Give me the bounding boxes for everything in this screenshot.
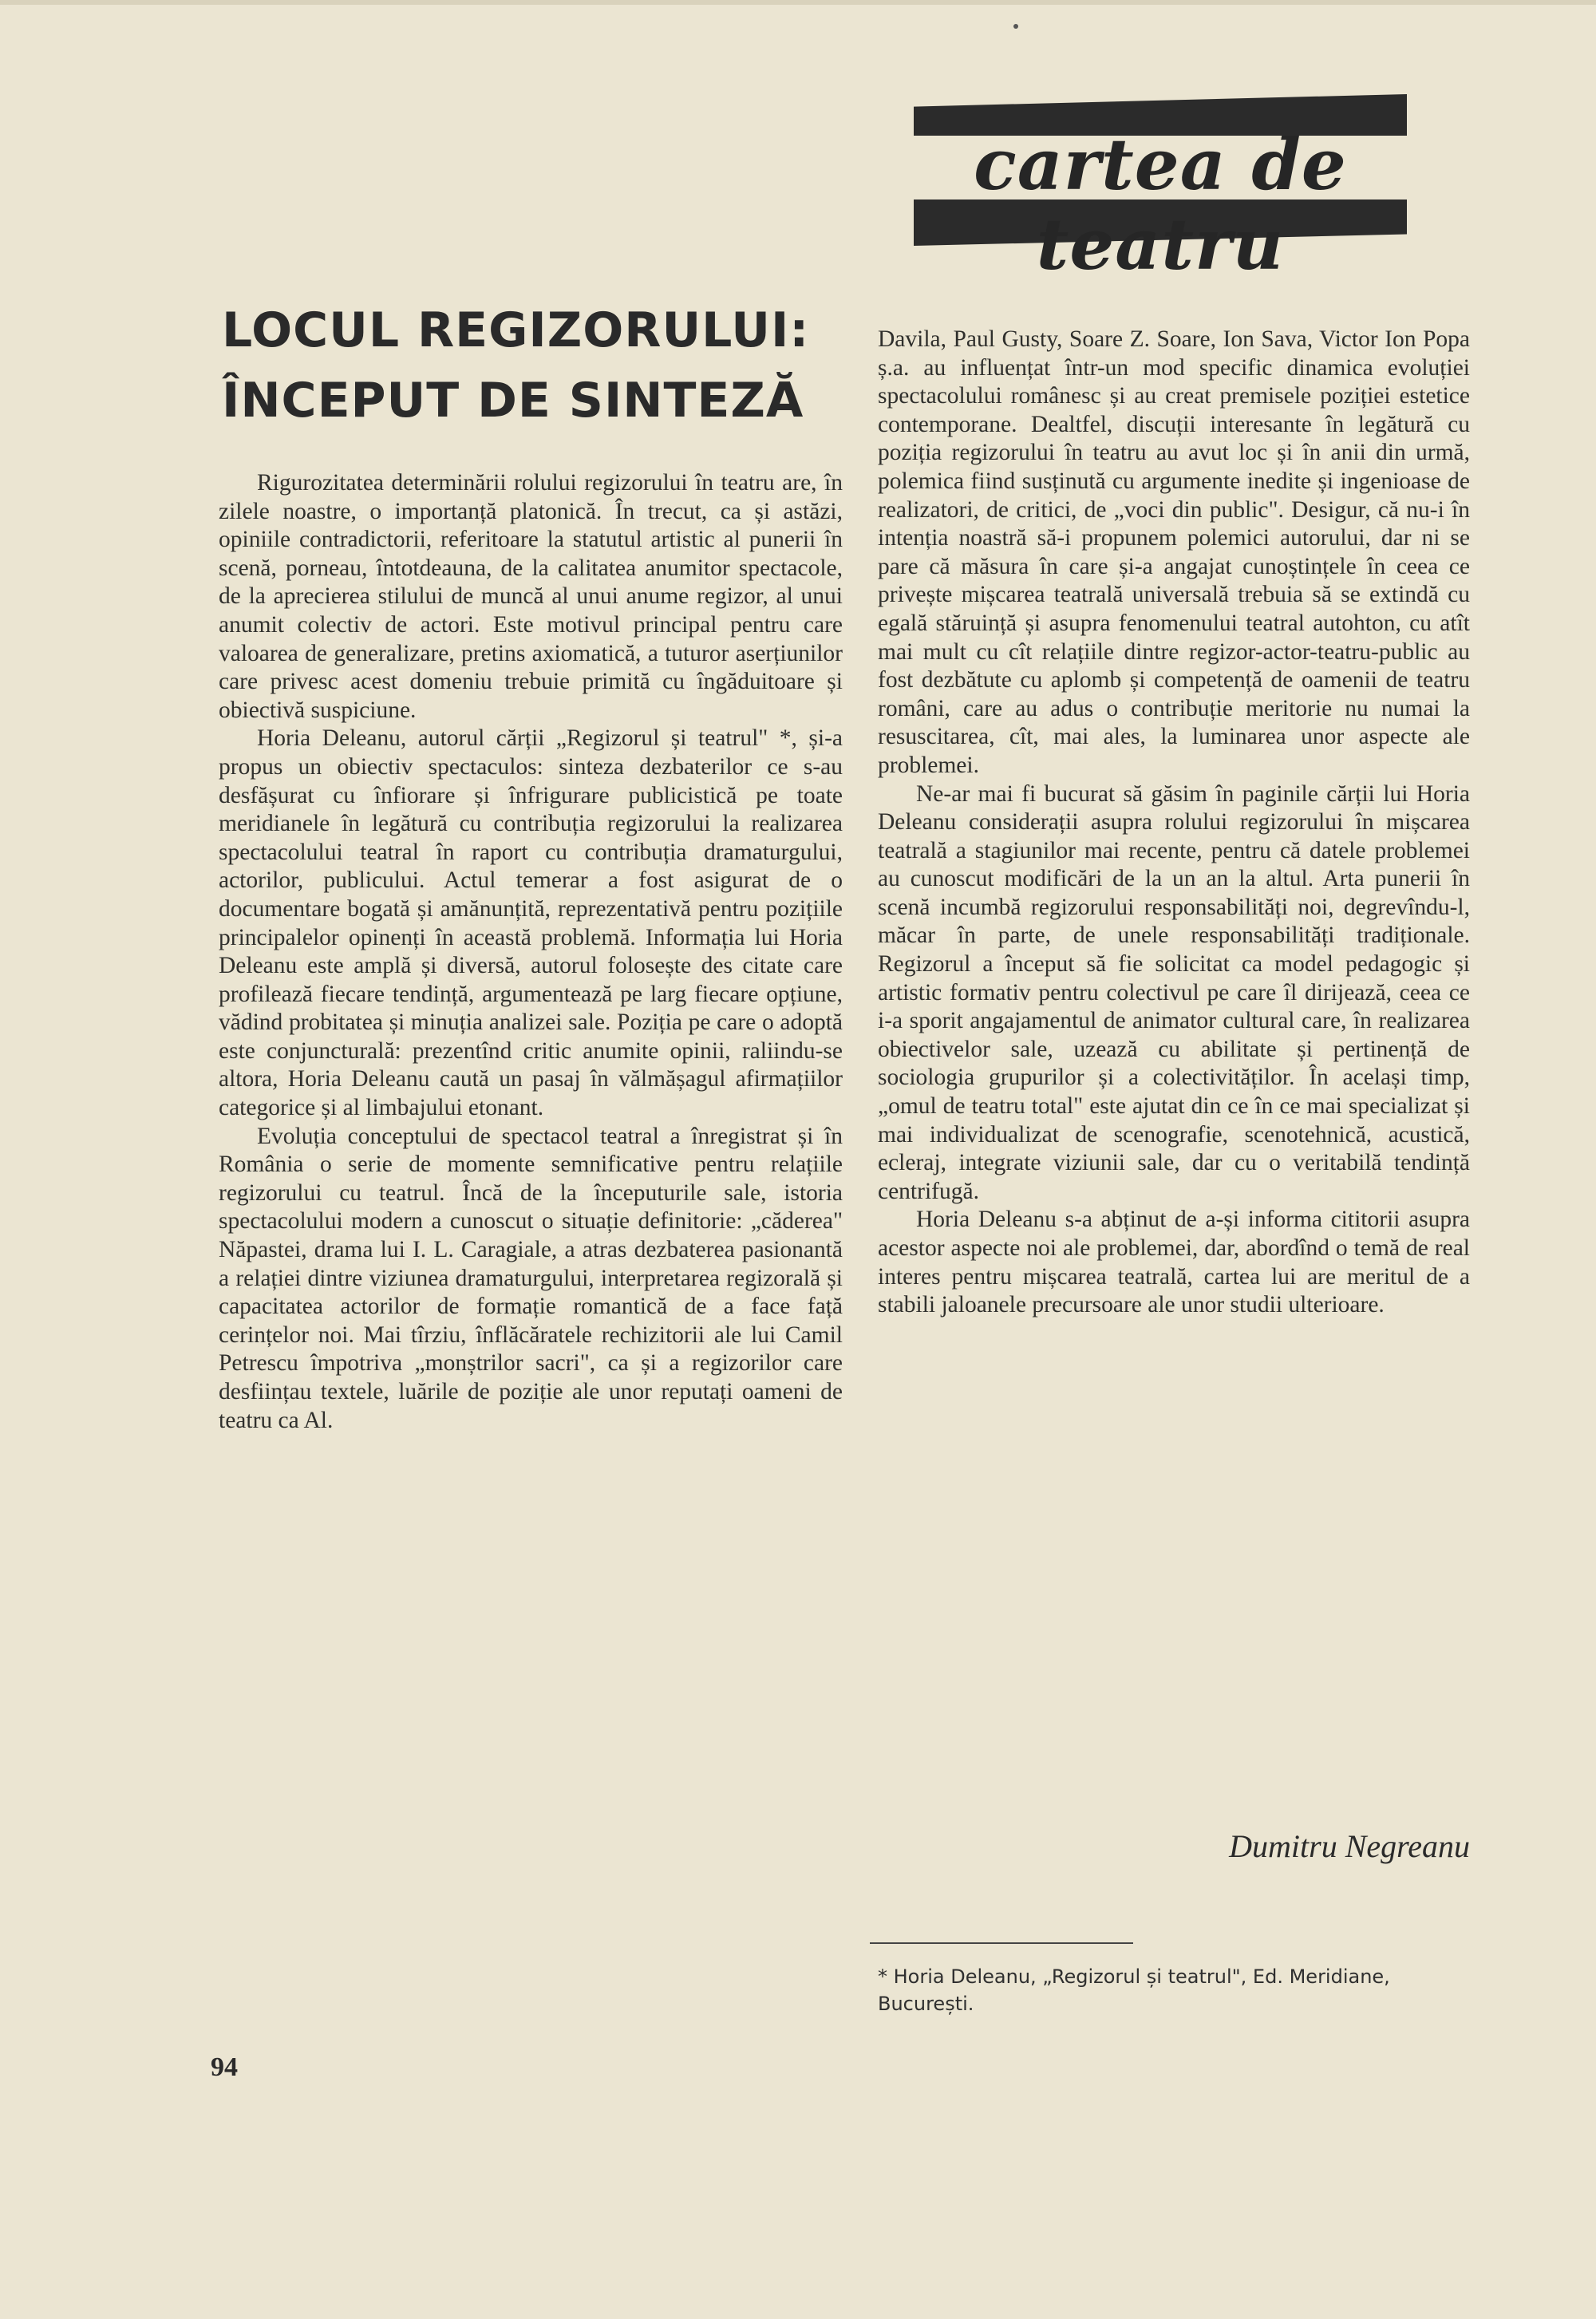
page-number: 94 xyxy=(211,2052,238,2082)
paragraph: Davila, Paul Gusty, Soare Z. Soare, Ion Sava, Victor Ion Popa ș.a. au influențat într-un mod specific dinamica evoluției spectacolului românesc și au creat premisele poziției estetice contemporane. Dealtfel, discuții interesante în legătură cu poziția regizorului în teatru au avut loc și în anii din urmă, polemica fiind susținută cu argumente inedite și ingenioase de realizatori, de critici, de „voci din public". Desigur, că nu-i în intenția noastră să-i propunem polemici autorului, dar ni se pare că măsura în care și-a angajat cunoștințele în ceea ce privește mișcarea teatrală universală trebuia să se extindă cu egală stăruință și asupra fenomenului teatral autohton, cu atît mai mult cu cît relațiile dintre regizor-actor-teatru-public au fost dezbătute cu aplomb și competență de oamenii de teatru români, care au adus o contribuție meritorie nu numai la resuscitarea, cît, mai ales, la luminarea unor aspecte ale problemei. xyxy=(878,326,1470,778)
author-signature: Dumitru Negreanu xyxy=(1229,1828,1470,1864)
paragraph: Evoluția conceptului de spectacol teatral a înregistrat și în România o serie de momente semnificative pentru relațiile regizorului cu teatrul. Încă de la începuturile sale, istoria spectacolului modern a cunoscut o situație definitorie: „căderea" Năpastei, drama lui I. L. Caragiale, a atras dezbaterea pasionantă a relației dintre viziunea dramaturgului, interpretarea regizorală și capacitatea actorilor de formație romantică de a face față cerințelor noi. Mai tîrziu, înflăcăratele rechizitorii ale lui Camil Petrescu împotriva „monștrilor sacri", ca și a regizorilor care desființau textele, luările de poziție ale unor reputați oameni de teatru ca Al. xyxy=(219,1123,843,1433)
paragraph: Horia Deleanu s-a abținut de a-și informa cititorii asupra acestor aspecte noi ale problemei, dar, abordînd o temă de real interes pentru mișcarea teatrală, cartea lui are meritul de a stabili jaloanele precursoare ale unor studii ulterioare. xyxy=(878,1207,1470,1318)
section-header-banner xyxy=(914,94,1407,286)
paragraph: Ne-ar mai fi bucurat să găsim în paginile cărții lui Horia Deleanu considerații asupra rolului regizorului în mișcarea teatrală a stagiunilor mai recente, pentru că datele problemei au cunoscut modificări de la un an la altul. Arta punerii în scenă incumbă regizorului responsabilități noi, degrevîndu-l, măcar în parte, de unele responsabilități tradiționale. Regizorul a început să fie solicitat ca model pedagogic și artistic formativ pentru colectivul pe care îl dirijează, ceea ce i-a sporit angajamentul de animator cultural care, în realizarea obiectivelor sale, uzează cu abilitate și pertinență de sociologia grupurilor și a colectivităților. În același timp, „omul de teatru total" este ajutat din ce în ce mai specializat și mai individualizat de scenografie, scenotehnică, acustică, ecleraj, integrate viziunii sale, dar cu o veritabilă tendință centrifugă. xyxy=(878,780,1470,1204)
paragraph: Horia Deleanu, autorul cărții „Regizorul și teatrul" *, și-a propus un obiectiv spectaculos: sinteza dezbaterilor ce s-au desfășurat cu înfiorare și înfrigurare publicistică pe toate meridianele în legătură cu contribuția regizorului la realizarea spectacolului teatral în raport cu contribuția dramaturgului, actorilor, publicului. Actul temerar a fost asigurat de o documentare bogată și amănunțită, reprezentativă pentru pozițiile principalelor opinenți în această problemă. Informația lui Horia Deleanu este amplă și diversă, autorul folosește des citate care profilează fiecare tendință, argumentează pe larg fiecare opțiune, vădind probitatea și minuția analizei sale. Poziția pe care o adoptă este conjuncturală: prezentînd critic anumite opinii, raliindu-se altora, Horia Deleanu caută un pasaj în vălmășagul afirmațiilor categorice și al limbajului etonant. xyxy=(219,725,843,1121)
footnote: * Horia Deleanu, „Regizorul și teatrul", Ed. Meridiane, București. xyxy=(878,1965,1390,2015)
paragraph: Rigurozitatea determinării rolului regizorului în teatru are, în zilele noastre, o importanță platonică. În trecut, ca și astăzi, opiniile contradictorii, referitoare la statutul artistic al punerii în scenă, porneau, întotdeauna, de la calitatea anumitor spectacole, de la aprecierea stilului de muncă al unui anume regizor, al unui anumit colectiv de actori. Este motivul principal pentru care valoarea de generalizare, pretins axiomatică, a tuturor aserțiunilor care privesc acest domeniu trebuie primită cu îngăduitoare și obiectivă suspiciune. xyxy=(219,470,843,723)
right-column xyxy=(878,326,1470,1320)
title-line-1: LOCUL REGIZORULUI: xyxy=(222,302,810,358)
title-line-2: ÎNCEPUT DE SINTEZĂ xyxy=(222,373,804,429)
article-title xyxy=(222,295,852,436)
print-speck xyxy=(1013,24,1018,29)
section-header-text: cartea de teatru xyxy=(974,123,1347,286)
footnote-divider xyxy=(870,1942,1133,1944)
left-column xyxy=(219,469,843,1435)
page-edge xyxy=(0,0,1596,5)
